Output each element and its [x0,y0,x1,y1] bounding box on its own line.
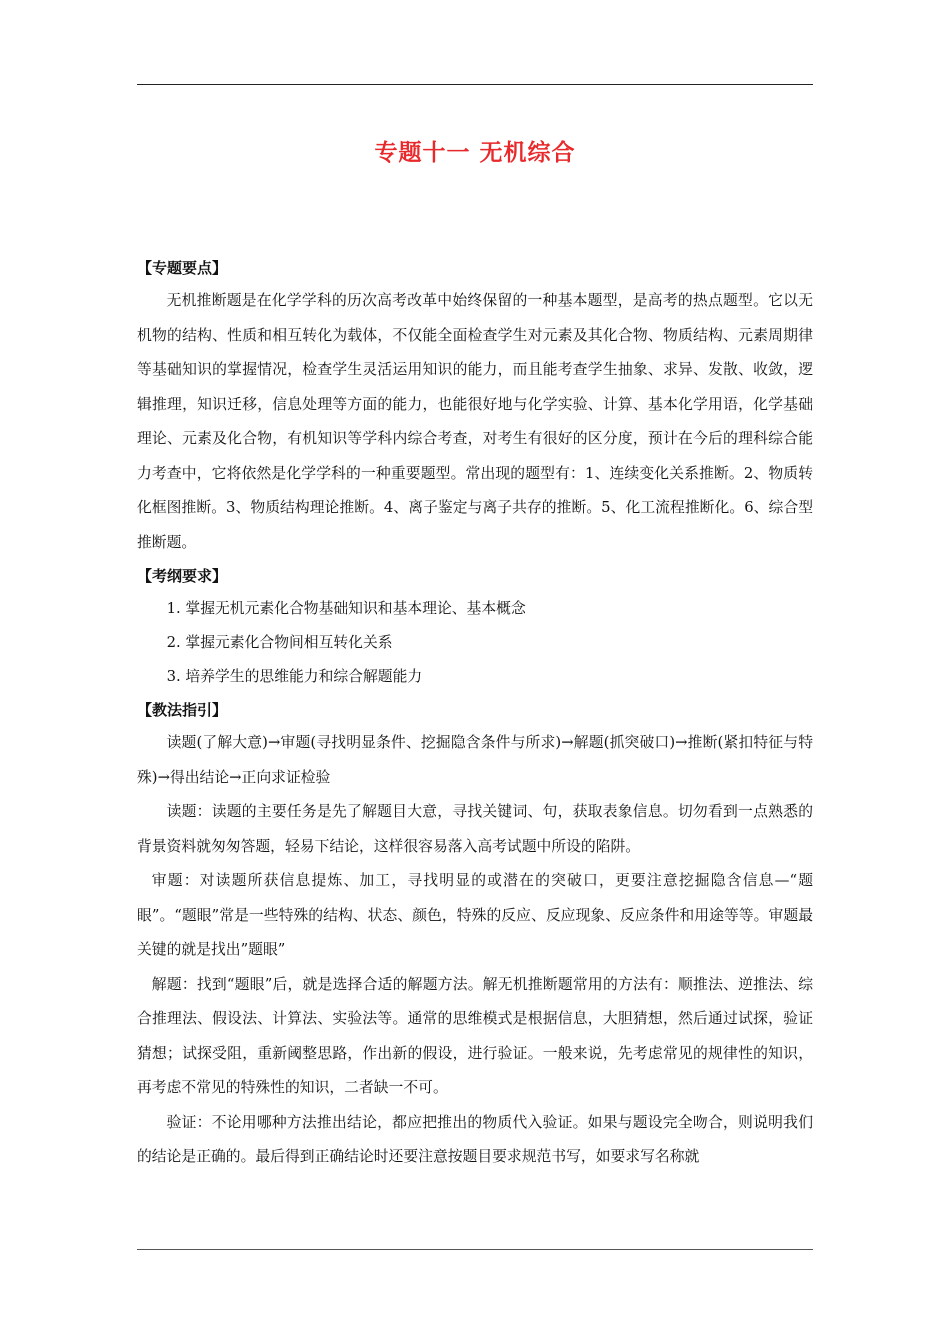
solve-paragraph: 解题：找到“题眼”后，就是选择合适的解题方法。解无机推断题常用的方法有：顺推法、逆推法、综合推理法、假设法、计算法、实验法等。通常的思维模式是根据信息，大胆猜想，然后通过试探，验证猜想；试探受阻，重新阈整思路，作出新的假设，进行验证。一般来说，先考虑常见的规律性的知识，再考虑不常见的特殊性的知识，二者缺一不可。 [137,975,813,1096]
read-paragraph: 读题：读题的主要任务是先了解题目大意，寻找关键词、句，获取表象信息。切勿看到一点熟悉的背景资料就匆匆答题，轻易下结论，这样很容易落入高考试题中所设的陷阱。 [137,803,813,855]
syllabus-item: 2. 掌握元素化合物间相互转化关系 [166,634,393,651]
header-rule [137,84,813,85]
section-heading-teaching: 【教法指引】 [137,701,228,719]
key-points-paragraph: 无机推断题是在化学学科的历次高考改革中始终保留的一种基本题型，是高考的热点题型。它以无机物的结构、性质和相互转化为载体，不仅能全面检查学生对元素及其化合物、物质结构、元素周期律等基础知识的掌握情况，检查学生灵活运用知识的能力，而且能考查学生抽象、求异、发散、收敛，逻辑推理，知识迁移，信息处理等方面的能力，也能很好地与化学实验、计算、基本化学用语，化学基础理论、元素及化合物，有机知识等学科内综合考查，对考生有很好的区分度，预计在今后的理科综合能力考查中，它将依然是化学学科的一种重要题型。常出现的题型有：1、连续变化关系推断。2、物质转化框图推断。3、物质结构理论推断。4、离子鉴定与离子共存的推断。5、化工流程推断化。6、综合型推断题。 [137,292,813,551]
section-heading-syllabus: 【考纲要求】 [137,567,228,585]
verify-paragraph: 验证：不论用哪种方法推出结论，都应把推出的物质代入验证。如果与题设完全吻合，则说明我们的结论是正确的。最后得到正确结论时还要注意按题目要求规范书写，如要求写名称就 [137,1113,813,1165]
syllabus-item: 1. 掌握无机元素化合物基础知识和基本理论、基本概念 [166,600,526,617]
document-body [137,252,813,1175]
syllabus-item: 3. 培养学生的思维能力和综合解题能力 [166,668,423,685]
review-paragraph: 审题：对读题所获信息提炼、加工，寻找明显的或潜在的突破口，更要注意挖掘隐含信息—“题眼”。“题眼”常是一些特殊的结构、状态、颜色，特殊的反应、反应现象、反应条件和用途等等。审题最关键的就是找出”题眼” [137,872,813,958]
footer-rule [137,1249,813,1250]
page-title: 专题十一 无机综合 [374,140,576,166]
teaching-flow-paragraph: 读题(了解大意)→审题(寻找明显条件、挖掘隐含条件与所求)→解题(抓突破口)→推断(紧扣特征与特殊)→得出结论→正向求证检验 [137,734,813,786]
section-heading-key-points: 【专题要点】 [137,259,228,277]
